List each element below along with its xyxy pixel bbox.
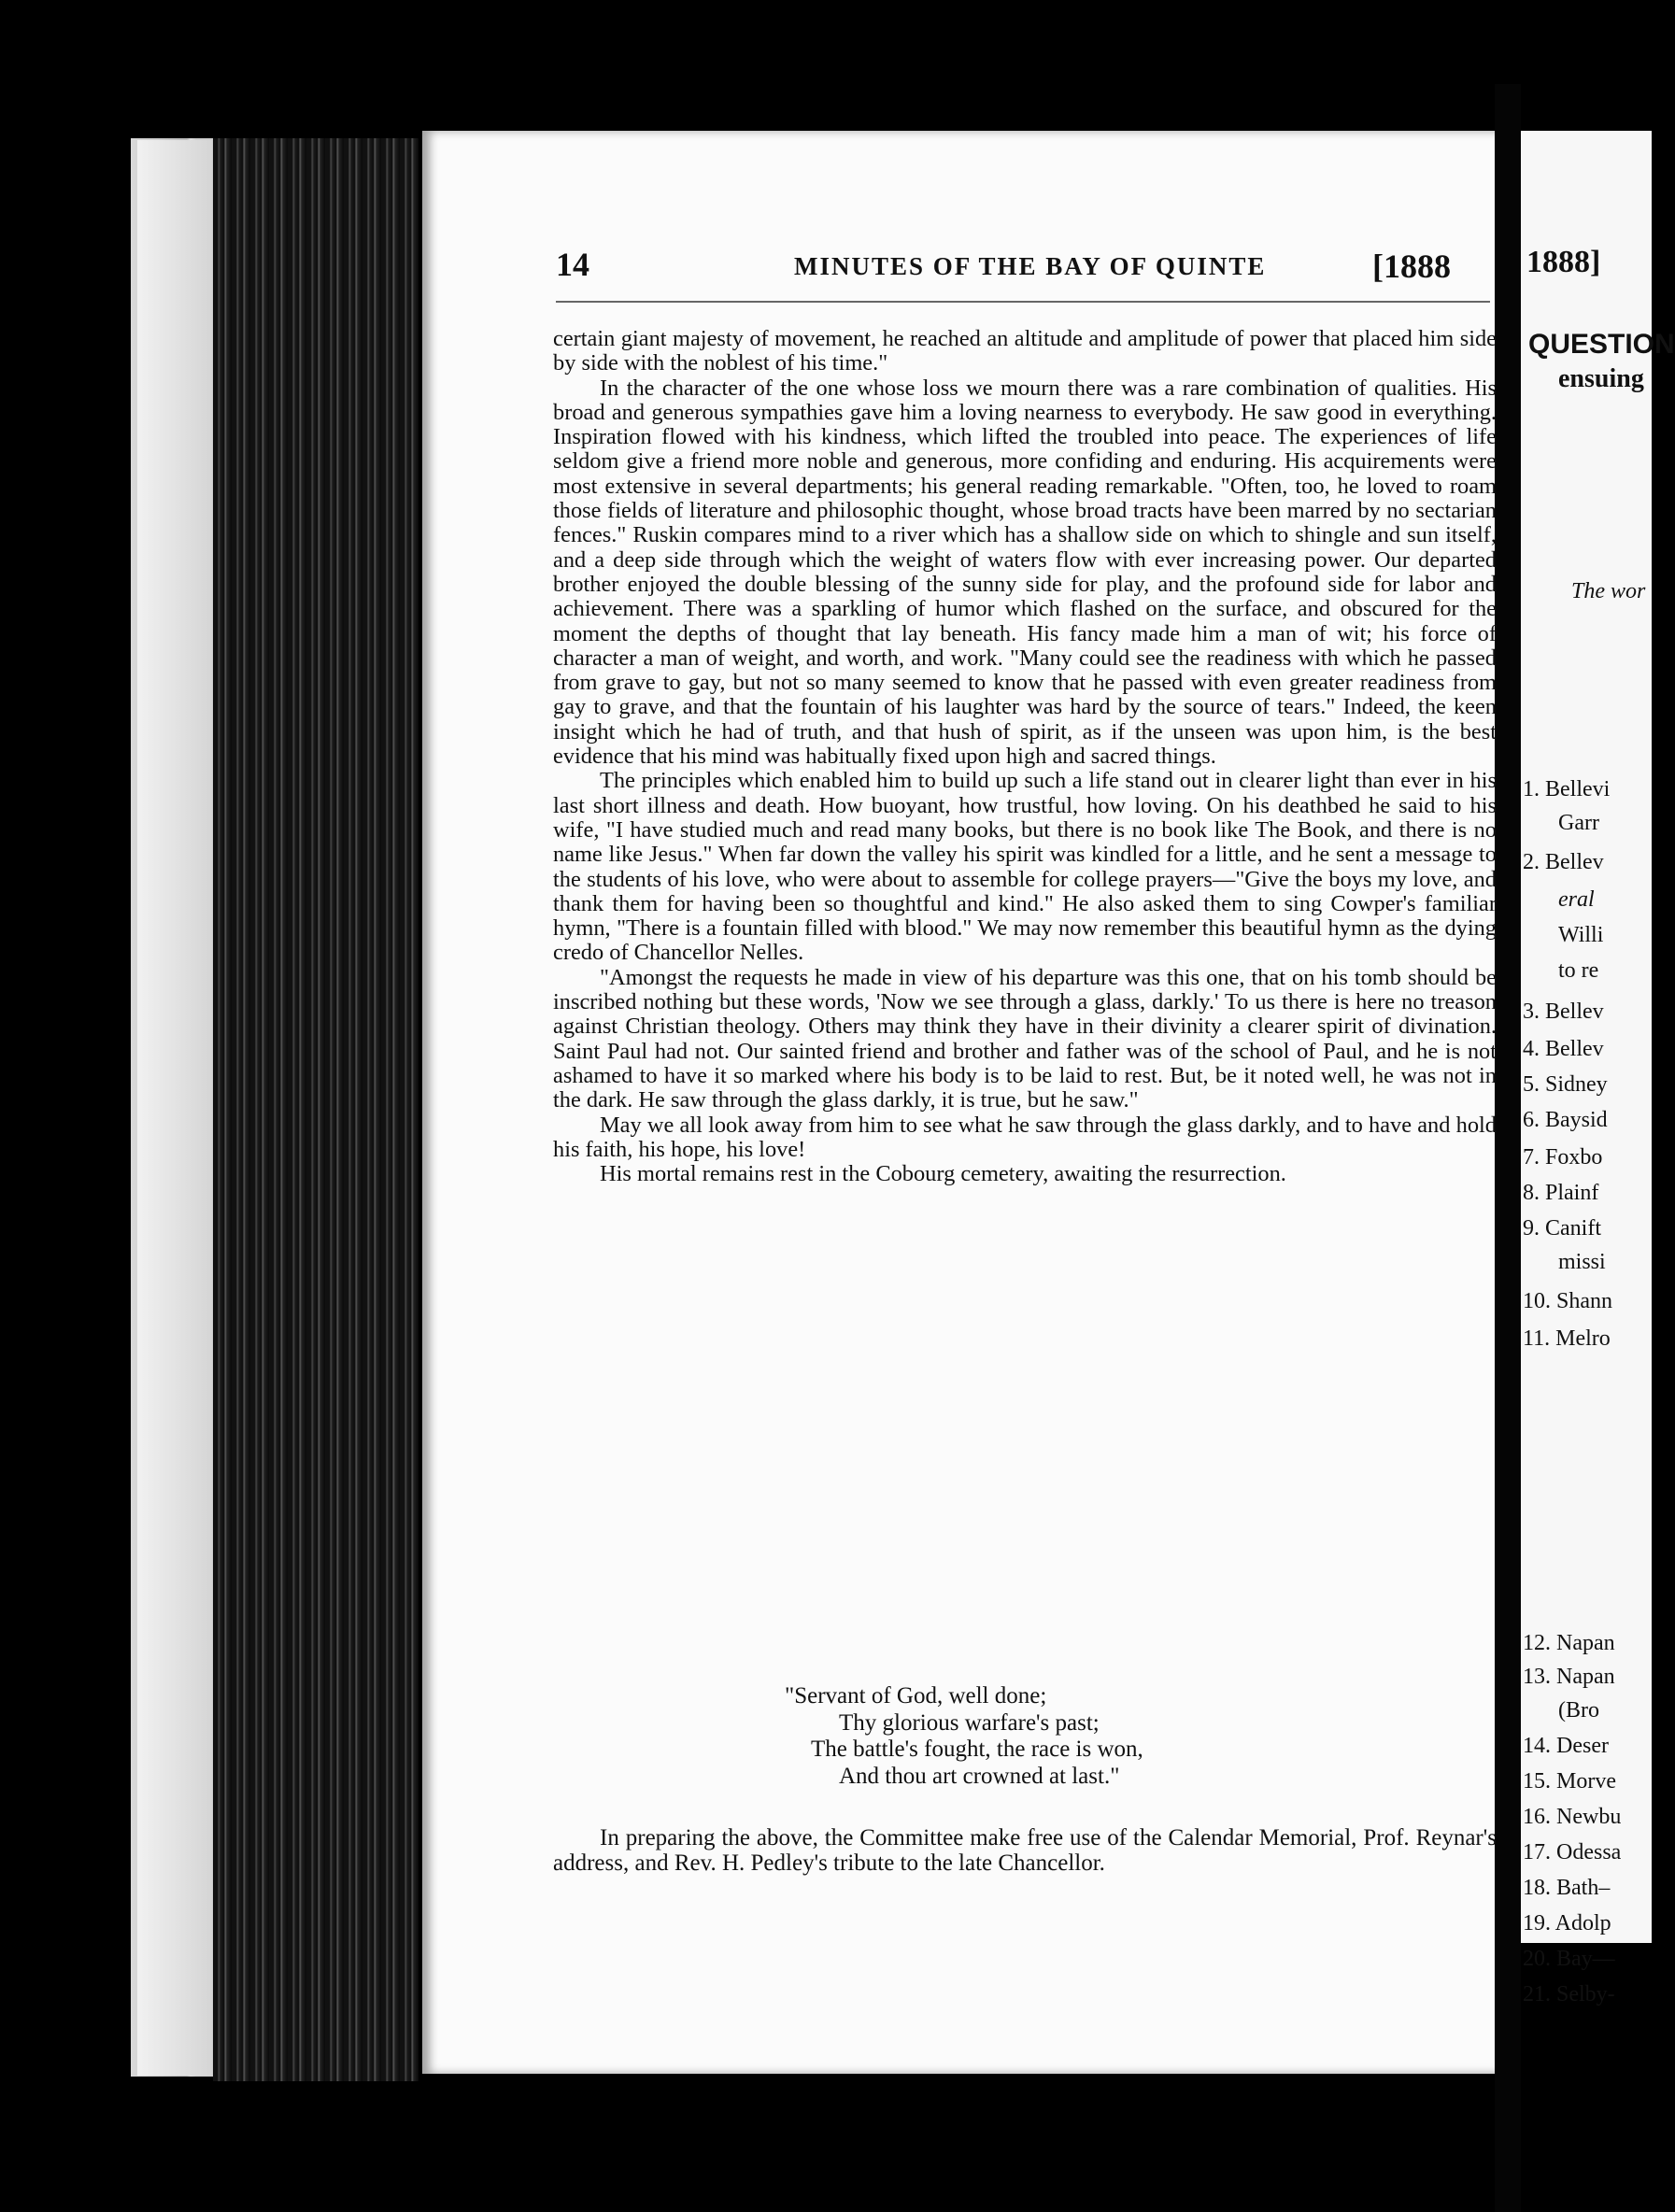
list-item: (Bro (1558, 1698, 1599, 1723)
list-item: 13. Napan (1523, 1665, 1615, 1689)
list-item: 18. Bath– (1523, 1876, 1611, 1900)
page-header (556, 245, 1490, 291)
body-text (553, 327, 1497, 1186)
poem-line: And thou art crowned at last." (839, 1763, 1120, 1789)
list-item: 17. Odessa (1523, 1840, 1622, 1865)
list-item: 15. Morve (1523, 1769, 1616, 1794)
running-title: MINUTES OF THE BAY OF QUINTE (794, 252, 1267, 280)
note-paragraph: In preparing the above, the Committee make free use of the Calendar Memorial, Prof. Reynar's address, and Rev. H. Pedley's tribute to the late Chancellor. (553, 1825, 1497, 1876)
book-gutter (1495, 84, 1521, 2212)
paragraph: certain giant majesty of movement, he reached an altitude and amplitude of power that placed him side by side with the noblest of his time." (553, 326, 1497, 376)
list-item: 11. Melro (1523, 1326, 1611, 1351)
list-item: 4. Bellev (1523, 1037, 1604, 1061)
list-item: 19. Adolp (1523, 1911, 1611, 1936)
list-item: 2. Bellev (1523, 850, 1604, 874)
book-cover-edge (137, 140, 212, 2076)
header-rule (556, 301, 1490, 303)
list-item: missi (1558, 1250, 1606, 1274)
list-item: 10. Shann (1523, 1289, 1612, 1313)
poem-line: The battle's fought, the race is won, (811, 1737, 1143, 1762)
list-item: 1. Bellevi (1523, 777, 1611, 801)
list-item: to re (1558, 958, 1599, 983)
list-item: 7. Foxbo (1523, 1145, 1603, 1170)
list-item: 16. Newbu (1523, 1805, 1622, 1829)
paragraph: The principles which enabled him to build up such a life stand out in clearer light than ever in his last short illness and death. How buoyant, how trustful, how loving. On his deathbed he said to his wife, "I have studied much and read many books, but there is no book like The Book, and there is no name like Jesus." When far down the valley his spirit was kindled for a little, and he sent a message to the students of his love, who were about to assemble for college prayers—"Give the boys my love, and thank them for having been so thoughtful and kind." He also asked them to sing Cowper's familiar hymn, "There is a fountain filled with blood." We may now remember this beautiful hymn as the dying credo of Chancellor Nelles. (553, 768, 1497, 966)
closing-note (553, 1826, 1497, 1876)
page-number: 14 (556, 246, 589, 283)
list-item: 14. Deser (1523, 1734, 1609, 1758)
right-page-year: 1888] (1526, 245, 1601, 279)
right-page-italic: The wor (1571, 579, 1646, 603)
list-item: 3. Bellev (1523, 1000, 1604, 1024)
right-page-heading: QUESTION (1528, 329, 1675, 360)
list-item: 6. Baysid (1523, 1108, 1608, 1132)
paragraph: His mortal remains rest in the Cobourg cemetery, awaiting the resurrection. (600, 1161, 1286, 1187)
list-item: 9. Canift (1523, 1216, 1601, 1241)
poem-line: Thy glorious warfare's past; (839, 1709, 1100, 1736)
poem (785, 1683, 1345, 1790)
list-item: 12. Napan (1523, 1631, 1615, 1655)
header-year: [1888 (1372, 248, 1451, 285)
paragraph: May we all look away from him to see what he saw through the glass darkly, and to have and hold his faith, his hope, his love! (553, 1112, 1497, 1162)
list-item: eral (1558, 887, 1595, 912)
list-item: Willi (1558, 923, 1604, 947)
right-page (1521, 131, 1675, 2006)
list-item: 5. Sidney (1523, 1072, 1608, 1097)
list-item: 8. Plainf (1523, 1181, 1599, 1205)
list-item: 20. Bay— (1523, 1947, 1615, 1971)
page-stack (213, 138, 419, 2081)
poem-line: "Servant of God, well done; (785, 1683, 1047, 1709)
list-item: 21. Selby- (1523, 1982, 1615, 2006)
right-page-subheading: ensuing (1558, 364, 1644, 393)
list-item: Garr (1558, 811, 1599, 835)
paragraph: In the character of the one whose loss we mourn there was a rare combination of qualities. His broad and generous sympathies gave him a loving nearness to everybody. He saw good in everything. Inspiration flowed with his kindness, which lifted the troubled into peace. The experiences of life seldom give a friend more noble and generous, more confiding and enduring. His acquirements were most extensive in several departments; his general reading remarkable. "Often, too, he loved to roam those fields of literature and philosophic thought, whose broad tracts have been marred by no sectarian fences." Ruskin compares mind to a river which has a shallow side on which to shingle and sun itself, and a deep side through which the weight of waters flow with ever increasing power. Our departed brother enjoyed the double blessing of the sunny side for play, and the profound side for labor and achievement. There was a sparkling of humor which flashed on the surface, and obscured for the moment the depths of thought that lay beneath. His fancy made him a man of wit; his force of character a man of weight, and worth, and work. "Many could see the readiness with which he passed from grave to gay, but not so many seemed to know that he passed with even greater readiness from gay to grave, and that the fountain of his laughter was hard by the source of tears." Indeed, the keen insight which he had of truth, and that hush of spirit, as if the unseen was upon him, is the best evidence that his mind was habitually fixed upon high and sacred things. (553, 375, 1497, 770)
paragraph: "Amongst the requests he made in view of his departure was this one, that on his tomb should be inscribed nothing but these words, 'Now we see through a glass, darkly.' To us there is here no treason against Christian theology. Others may think they have in their divinity a clearer spirit of divination. Saint Paul had not. Our sainted friend and brother and father was of the school of Paul, and he is not ashamed to have it so marked where his body is to be laid to rest. But, be it noted well, he was not in the dark. He saw through the glass darkly, it is true, but he saw." (553, 964, 1497, 1113)
